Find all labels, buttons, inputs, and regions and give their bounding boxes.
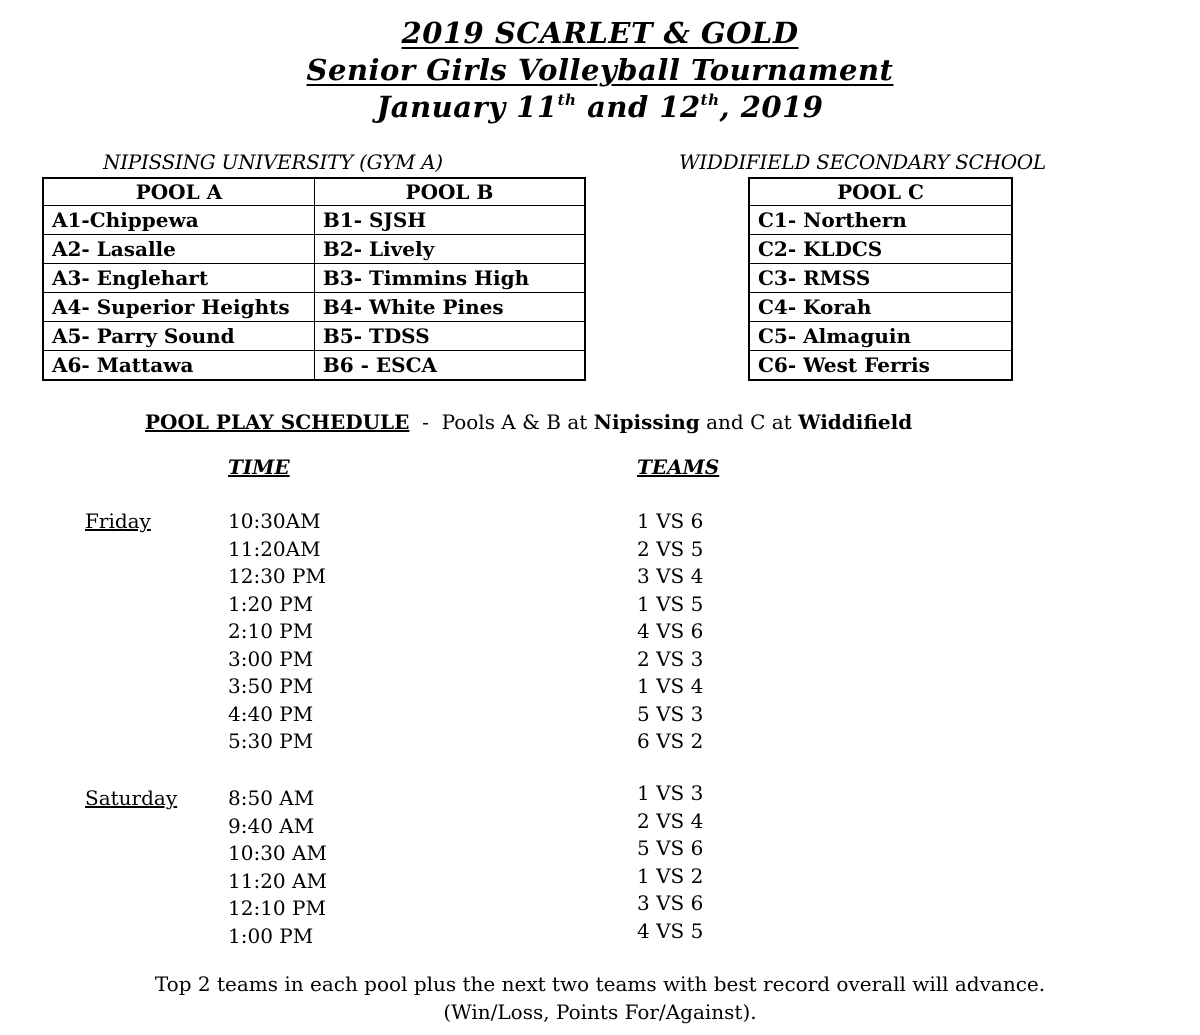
game-time: 1:00 PM [228,923,314,948]
schedule-heading-line: POOL PLAY SCHEDULE - Pools A & B at Nipissing and C at Widdifield [145,410,913,434]
pools-ab-row [43,206,585,235]
game-time: 10:30 AM [228,841,327,865]
matchup: 1 VS 2 [637,863,704,888]
pool-c-team: C2- KLDCS [749,235,1012,264]
pool-c-team: C3- RMSS [749,264,1012,293]
pools-ab-table [42,177,586,381]
pool-a-team: A3- Englehart [43,264,314,293]
game-time: 4:40 PM [228,701,314,726]
pools-ab-row [43,293,585,322]
pool-c-team: C1- Northern [749,206,1012,235]
pool-a-team: A5- Parry Sound [43,322,314,351]
game-time: 12:30 PM [228,564,326,588]
pool-a-header: POOL A [43,178,314,206]
matchup: 1 VS 5 [637,591,704,616]
game-time: 10:30AM [228,509,321,533]
game-time: 12:10 PM [228,896,326,920]
friday-times [228,508,326,756]
pool-c-row [749,206,1012,235]
pool-c-row [749,235,1012,264]
matchup: 2 VS 4 [637,808,704,833]
pool-b-team: B2- Lively [314,235,585,264]
pools-ab-row [43,351,585,381]
schedule-heading: POOL PLAY SCHEDULE [145,410,410,434]
pool-b-header: POOL B [314,178,585,206]
friday-label: Friday [85,509,151,533]
pool-c-team: C4- Korah [749,293,1012,322]
matchup: 3 VS 4 [637,564,704,588]
title-line-2: Senior Girls Volleyball Tournament [306,53,894,87]
pool-b-team: B1- SJSH [314,206,585,235]
pool-c-row [749,293,1012,322]
pool-c-team: C5- Almaguin [749,322,1012,351]
pool-b-team: B6 - ESCA [314,351,585,381]
pool-c-row [749,264,1012,293]
game-time: 8:50 AM [228,786,315,810]
pool-c-row [749,322,1012,351]
matchup: 6 VS 2 [637,729,704,753]
venue-nipissing: NIPISSING UNIVERSITY (GYM A) [103,150,443,174]
game-time: 11:20 AM [228,868,327,893]
saturday-matchups [637,780,703,945]
matchup: 1 VS 4 [637,674,704,698]
game-time: 3:00 PM [228,646,314,671]
pool-a-team: A2- Lasalle [43,235,314,264]
matchup: 2 VS 3 [637,646,704,671]
pools-ab-row [43,322,585,351]
pool-b-team: B5- TDSS [314,322,585,351]
pools-ab-row [43,264,585,293]
pool-a-team: A4- Superior Heights [43,293,314,322]
game-time: 11:20AM [228,536,321,561]
pool-b-team: B3- Timmins High [314,264,585,293]
teams-column-header: TEAMS [637,455,720,479]
pool-b-team: B4- White Pines [314,293,585,322]
matchup: 4 VS 5 [637,918,704,943]
pool-c-header: POOL C [749,178,1012,206]
game-time: 5:30 PM [228,729,314,753]
pools-ab-row [43,235,585,264]
pool-a-team: A6- Mattawa [43,351,314,381]
game-time: 2:10 PM [228,619,314,643]
matchup: 5 VS 6 [637,836,704,860]
advance-note-detail: (Win/Loss, Points For/Against). [443,1000,757,1024]
game-time: 1:20 PM [228,591,314,616]
pool-a-team: A1-Chippewa [43,206,314,235]
game-time: 9:40 AM [228,813,315,838]
pool-c-table [748,177,1013,381]
matchup: 1 VS 6 [637,509,704,533]
pool-c-row [749,351,1012,381]
matchup: 3 VS 6 [637,891,704,915]
pool-c-team: C6- West Ferris [749,351,1012,381]
advance-note: Top 2 teams in each pool plus the next two teams with best record overall will advance. [154,972,1046,996]
matchup: 1 VS 3 [637,781,704,805]
matchup: 2 VS 5 [637,536,704,561]
matchup: 4 VS 6 [637,619,704,643]
venue-widdifield: WIDDIFIELD SECONDARY SCHOOL [679,150,1046,174]
title-line-1: 2019 SCARLET & GOLD [401,16,799,50]
game-time: 3:50 PM [228,674,314,698]
title-line-3: January 11th and 12th, 2019 [376,90,824,124]
friday-matchups [637,508,703,756]
time-column-header: TIME [228,455,290,479]
matchup: 5 VS 3 [637,701,704,726]
saturday-label: Saturday [85,786,178,810]
saturday-times [228,785,327,950]
